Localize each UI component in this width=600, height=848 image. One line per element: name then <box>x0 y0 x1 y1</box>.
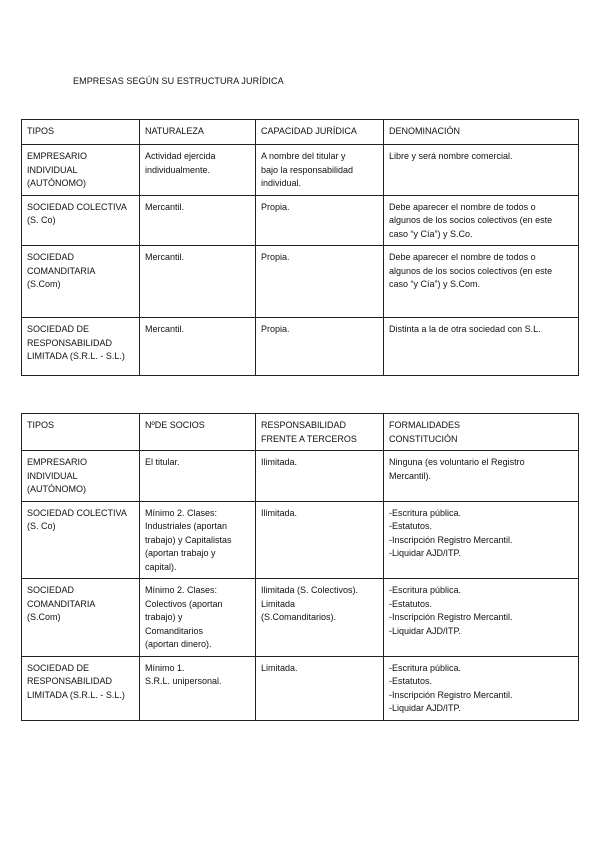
table-row <box>22 145 579 196</box>
cell-naturaleza: Mercantil. <box>140 318 256 376</box>
table-row <box>22 246 579 318</box>
cell-tipo: SOCIEDAD COLECTIVA (S. Co) <box>22 501 140 579</box>
cell-formalidades: Ninguna (es voluntario el Registro Mercantil). <box>384 451 579 502</box>
header-tipos: TIPOS <box>22 414 140 451</box>
cell-tipo: SOCIEDAD DE RESPONSABILIDAD LIMITADA (S.R.L. - S.L.) <box>22 656 140 720</box>
cell-tipo: SOCIEDAD COMANDITARIA (S.Com) <box>22 579 140 657</box>
table-header-row <box>22 120 579 145</box>
legal-structure-table-1 <box>21 119 579 376</box>
table-header-row <box>22 414 579 451</box>
cell-denominacion: Debe aparecer el nombre de todos o algunos de los socios colectivos (en este caso “y Cía”) y S.Com. <box>384 246 579 318</box>
header-numero-socios: NºDE SOCIOS <box>140 414 256 451</box>
cell-tipo: SOCIEDAD COMANDITARIA (S.Com) <box>22 246 140 318</box>
cell-responsabilidad: Ilimitada. <box>256 501 384 579</box>
header-denominacion: DENOMINACIÓN <box>384 120 579 145</box>
cell-socios: Mínimo 2. Clases: Colectivos (aportan trabajo) y Comanditarios (aportan dinero). <box>140 579 256 657</box>
cell-responsabilidad: Ilimitada (S. Colectivos). Limitada (S.Comanditarios). <box>256 579 384 657</box>
cell-capacidad: Propia. <box>256 195 384 246</box>
cell-capacidad: Propia. <box>256 318 384 376</box>
cell-tipo: SOCIEDAD DE RESPONSABILIDAD LIMITADA (S.R.L. - S.L.) <box>22 318 140 376</box>
cell-naturaleza: Actividad ejercida individualmente. <box>140 145 256 196</box>
cell-tipo: EMPRESARIO INDIVIDUAL (AUTÓNOMO) <box>22 451 140 502</box>
table-row <box>22 579 579 657</box>
cell-socios: Mínimo 2. Clases: Industriales (aportan trabajo) y Capitalistas (aportan trabajo y capital). <box>140 501 256 579</box>
header-capacidad-juridica: CAPACIDAD JURÍDICA <box>256 120 384 145</box>
cell-socios: El titular. <box>140 451 256 502</box>
page-title: EMPRESAS SEGÚN SU ESTRUCTURA JURÍDICA <box>73 76 284 86</box>
cell-naturaleza: Mercantil. <box>140 246 256 318</box>
cell-responsabilidad: Limitada. <box>256 656 384 720</box>
cell-formalidades: -Escritura pública. -Estatutos. -Inscripción Registro Mercantil. -Liquidar AJD/ITP. <box>384 501 579 579</box>
cell-denominacion: Debe aparecer el nombre de todos o algunos de los socios colectivos (en este caso “y Cía”) y S.Co. <box>384 195 579 246</box>
cell-naturaleza: Mercantil. <box>140 195 256 246</box>
header-naturaleza: NATURALEZA <box>140 120 256 145</box>
cell-denominacion: Distinta a la de otra sociedad con S.L. <box>384 318 579 376</box>
header-formalidades: FORMALIDADES CONSTITUCIÓN <box>384 414 579 451</box>
table-row <box>22 318 579 376</box>
header-tipos: TIPOS <box>22 120 140 145</box>
table-row <box>22 501 579 579</box>
cell-responsabilidad: Ilimitada. <box>256 451 384 502</box>
table-row <box>22 451 579 502</box>
table-row <box>22 656 579 720</box>
header-responsabilidad: RESPONSABILIDAD FRENTE A TERCEROS <box>256 414 384 451</box>
cell-capacidad: A nombre del titular y bajo la responsabilidad individual. <box>256 145 384 196</box>
cell-denominacion: Libre y será nombre comercial. <box>384 145 579 196</box>
cell-formalidades: -Escritura pública. -Estatutos. -Inscripción Registro Mercantil. -Liquidar AJD/ITP. <box>384 579 579 657</box>
cell-tipo: EMPRESARIO INDIVIDUAL (AUTÓNOMO) <box>22 145 140 196</box>
cell-tipo: SOCIEDAD COLECTIVA (S. Co) <box>22 195 140 246</box>
cell-capacidad: Propia. <box>256 246 384 318</box>
table-row <box>22 195 579 246</box>
cell-formalidades: -Escritura pública. -Estatutos. -Inscripción Registro Mercantil. -Liquidar AJD/ITP. <box>384 656 579 720</box>
legal-structure-table-2 <box>21 413 579 721</box>
cell-socios: Mínimo 1. S.R.L. unipersonal. <box>140 656 256 720</box>
